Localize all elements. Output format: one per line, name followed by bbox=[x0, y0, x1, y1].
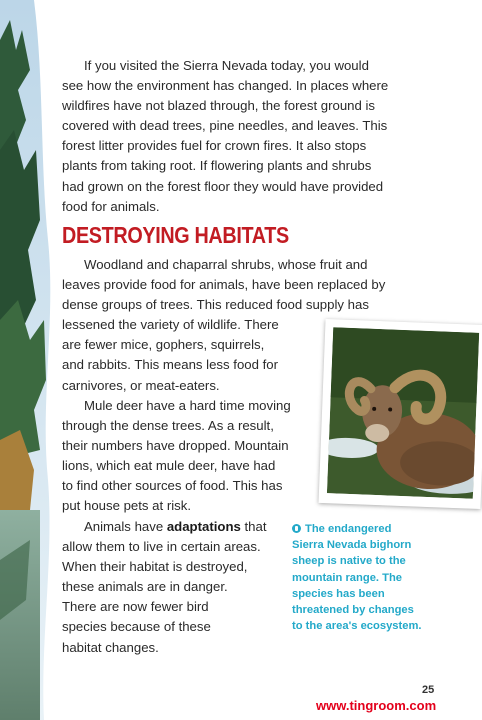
text-line: plants from taking root. If flowering plants and shrubs bbox=[62, 158, 372, 174]
text-line: their numbers have dropped. Mountain bbox=[62, 438, 289, 454]
caption-line bbox=[292, 521, 462, 537]
text-line: species because of these bbox=[62, 619, 211, 635]
text-line: lessened the variety of wildlife. There bbox=[62, 317, 279, 333]
intro-paragraph bbox=[62, 56, 392, 217]
text-line: habitat changes. bbox=[62, 639, 159, 655]
text-fragment: that bbox=[240, 519, 267, 534]
text-line: food for animals. bbox=[62, 198, 160, 214]
text-line: lions, which eat mule deer, have had bbox=[62, 458, 276, 474]
caption-line: to the area's ecosystem. bbox=[292, 620, 422, 633]
text-line: leaves provide food for animals, have been replaced by bbox=[62, 277, 386, 293]
text-fragment: Animals have bbox=[84, 519, 167, 534]
text-line: are fewer mice, gophers, squirrels, bbox=[62, 337, 265, 353]
text-line: forest litter provides fuel for crown fires. It also stops bbox=[62, 138, 367, 154]
watermark-link[interactable]: www.tingroom.com bbox=[316, 698, 437, 713]
text-line: see how the environment has changed. In places where bbox=[62, 78, 389, 94]
text-line: When their habitat is destroyed, bbox=[62, 559, 248, 575]
text-line: wildfires have not blazed through, the forest ground is bbox=[62, 98, 376, 114]
page-number: 25 bbox=[422, 684, 435, 696]
photo-frame bbox=[319, 319, 482, 509]
section-heading: DESTROYING HABITATS bbox=[62, 222, 289, 248]
text-line: There are now fewer bird bbox=[62, 599, 209, 615]
text-line: put house pets at risk. bbox=[62, 498, 192, 514]
caption-line: sheep is native to the bbox=[292, 555, 406, 568]
text-line: dense groups of trees. This reduced food supply has bbox=[62, 297, 369, 313]
photo-caption bbox=[292, 521, 462, 634]
text-line: Woodland and chaparral shrubs, whose fruit and bbox=[84, 257, 368, 272]
text-line: through the dense trees. As a result, bbox=[62, 418, 274, 434]
text-line: and rabbits. This means less food for bbox=[62, 357, 278, 373]
text-line: Mule deer have a hard time moving bbox=[84, 398, 291, 413]
text-line: these animals are in danger. bbox=[62, 579, 228, 595]
glossary-term: adaptations bbox=[166, 519, 241, 534]
text-line: to find other sources of food. This has bbox=[62, 478, 283, 494]
bighorn-sheep-photo bbox=[327, 327, 479, 498]
caption-line: mountain range. The bbox=[292, 571, 403, 584]
info-bubble-icon bbox=[292, 524, 301, 533]
caption-line: threatened by changes bbox=[292, 604, 414, 617]
caption-line: species has been bbox=[292, 587, 385, 600]
text-line: carnivores, or meat-eaters. bbox=[62, 377, 220, 393]
text-line: had grown on the forest floor they would have provided bbox=[62, 178, 384, 194]
caption-text: The endangered bbox=[305, 523, 392, 535]
text-line: covered with dead trees, pine needles, and leaves. This bbox=[62, 118, 388, 134]
caption-line: Sierra Nevada bighorn bbox=[292, 539, 412, 552]
forest-edge-illustration bbox=[0, 0, 54, 720]
text-line: allow them to live in certain areas. bbox=[62, 539, 261, 555]
text-line: If you visited the Sierra Nevada today, you would bbox=[84, 58, 369, 73]
